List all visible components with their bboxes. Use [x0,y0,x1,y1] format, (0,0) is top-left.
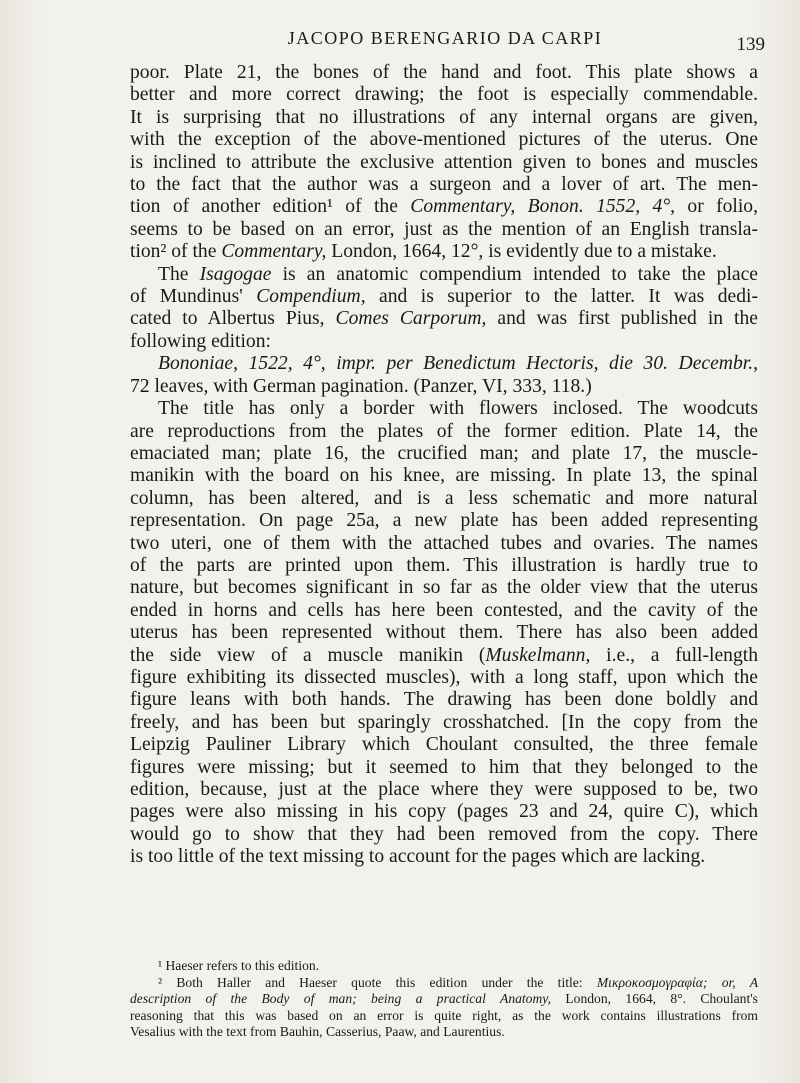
text-line: 72 leaves, with German pagination. (Panzer, VI, 333, 118.) [130,375,592,397]
text-line: would go to show that they had been removed from the copy. There [130,823,758,845]
footnote-line: ² Both Haller and Haeser quote this edition under the title: Μικροκοσμογραφία; or, A [158,974,758,990]
text-line: freely, and has been but sparingly crosshatched. [In the copy from the [130,711,758,733]
footnote-line: ¹ Haeser refers to this edition. [158,958,320,973]
text-line: seems to be based on an error, just as the mention of an English transla- [130,218,758,240]
text-line: representation. On page 25a, a new plate has been added representing [130,510,758,532]
text-line: are reproductions from the plates of the former edition. Plate 14, the [130,420,758,442]
text-line: edition, because, just at the place where they were supposed to be, two [130,779,758,800]
footnotes [130,958,758,1041]
page-number: 139 [736,34,765,55]
text-line: pages were also missing in his copy (pages 23 and 24, quire C), which [130,801,758,823]
text-line: nature, but becomes significant in so far as the older view that the uterus [130,577,758,599]
text-line: to the fact that the author was a surgeon and a lover of art. The men- [130,174,758,196]
text-line: is too little of the text missing to account for the pages which are lacking. [130,846,706,868]
text-line: tion² of the Commentary, London, 1664, 12°, is evidently due to a mistake. [130,241,717,263]
page-header [130,24,765,55]
footnote-line: reasoning that this was based on an error is quite right, as the work contains illustrations from [130,1007,758,1023]
text-line: the side view of a muscle manikin (Muskelmann, i.e., a full-length [130,644,758,666]
text-line: It is surprising that no illustrations of any internal organs are given, [130,106,758,128]
text-line: Bononiae, 1522, 4°, impr. per Benedictum Hectoris, die 30. Decembr., [158,353,758,375]
text-line: is inclined to attribute the exclusive attention given to bones and muscles [130,151,758,173]
text-line: two uteri, one of them with the attached tubes and ovaries. The names [130,532,758,554]
text-line: of the parts are printed upon them. This illustration is hardly true to [130,554,758,576]
text-line: ended in horns and cells has here been contested, and the cavity of the [130,599,758,621]
text-line: figures were missing; but it seemed to him that they belonged to the [130,756,758,778]
text-line: column, has been altered, and is a less schematic and more natural [130,487,758,509]
text-line: manikin with the board on his knee, are missing. In plate 13, the spinal [130,465,758,487]
footnote-line: Vesalius with the text from Bauhin, Casserius, Paaw, and Laurentius. [130,1024,505,1039]
text-line: cated to Albertus Pius, Comes Carporum, and was first published in the [130,308,758,330]
text-line: figure leans with both hands. The drawing has been done boldly and [130,689,758,711]
text-line: following edition: [130,330,271,352]
main-text [130,62,758,869]
text-line: emaciated man; plate 16, the crucified man; and plate 17, the muscle- [130,442,758,464]
footnote-line: description of the Body of man; being a practical Anatomy, London, 1664, 8°. Choulant's [130,991,758,1006]
text-line: tion of another edition¹ of the Commentary, Bonon. 1552, 4°, or folio, [130,196,759,218]
text-line: figure exhibiting its dissected muscles), with a long staff, upon which the [130,666,758,688]
text-line: uterus has been represented without them. There has also been added [130,622,758,644]
text-line: poor. Plate 21, the bones of the hand and foot. This plate shows a [130,62,758,83]
text-line: Leipzig Pauliner Library which Choulant consulted, the three female [130,734,758,756]
text-line: The Isagogae is an anatomic compendium intended to take the place [158,263,758,285]
text-line: The title has only a border with flowers inclosed. The woodcuts [158,398,758,420]
text-line: with the exception of the above-mentioned pictures of the uterus. One [130,129,758,151]
running-title: JACOPO BERENGARIO DA CARPI [287,28,603,48]
text-line: of Mundinus' Compendium, and is superior to the latter. It was dedi- [130,286,758,308]
text-line: better and more correct drawing; the foot is especially commendable. [130,84,758,106]
